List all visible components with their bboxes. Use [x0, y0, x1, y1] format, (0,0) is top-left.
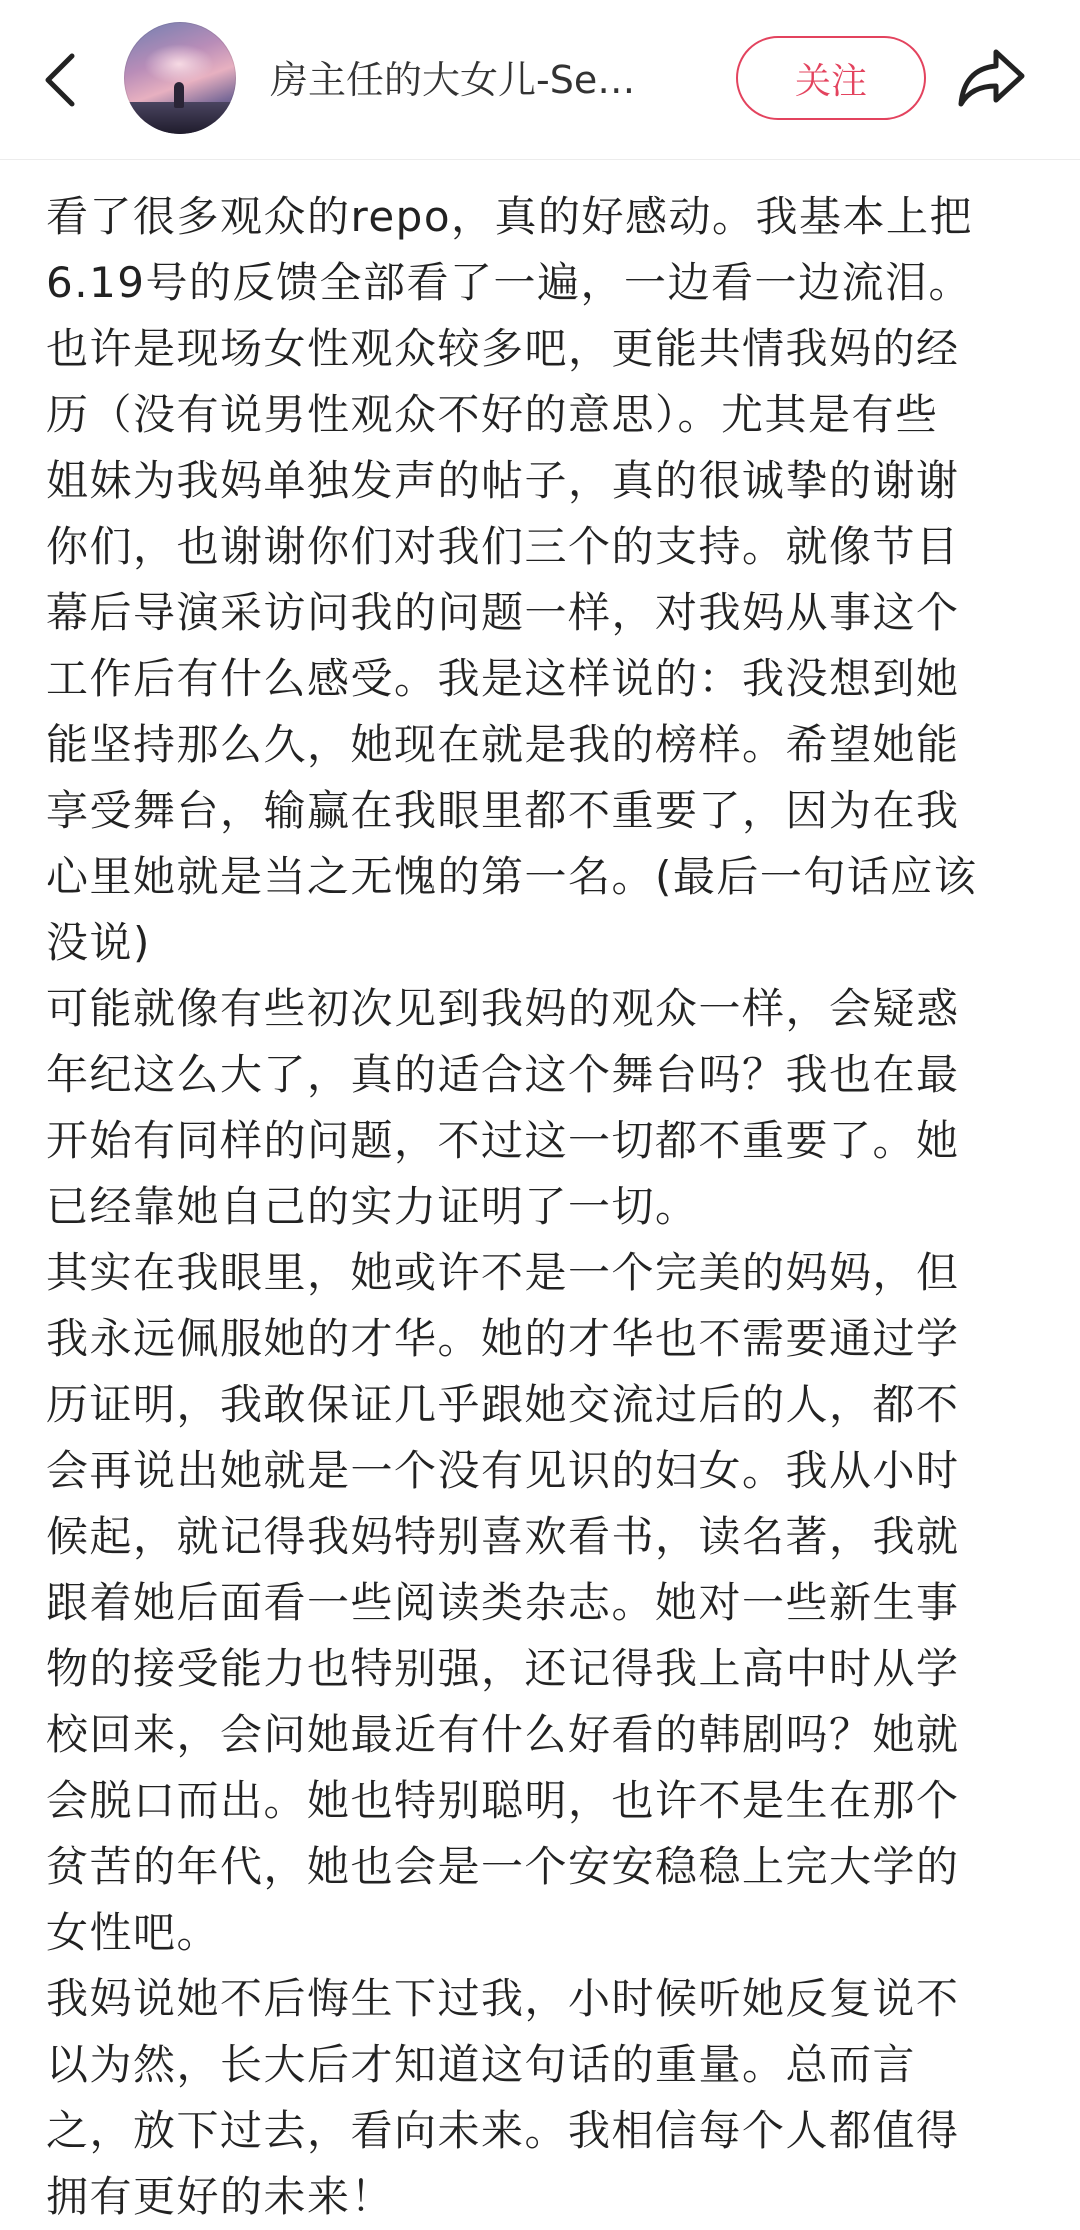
top-bar	[0, 0, 1080, 160]
author-name[interactable]: 房主任的大女儿-Se…	[270, 58, 636, 102]
follow-button[interactable]: 关注	[736, 36, 926, 120]
avatar[interactable]	[124, 22, 236, 134]
post-paragraph: 其实在我眼里，她或许不是一个完美的妈妈，但 我永远佩服她的才华。她的才华也不需要通过学 历证明，我敢保证几乎跟她交流过后的人，都不 会再说出她就是一个没有见识的妇女。我从小时 候起，就记得我妈特别喜欢看书，读名著，我就 跟着她后面看一些阅读类杂志。她对一些新生事 物的接受能力也特别强，还记得我上高中时从学 校回来，会问她最近有什么好看的韩剧吗？她就 会脱口而出。她也特别聪明，也许不是生在那个 贫苦的年代，她也会是一个安安稳稳上完大学的 女性吧。	[46, 1248, 960, 1957]
post-body	[46, 184, 1036, 2230]
avatar-glow	[144, 44, 214, 84]
back-button[interactable]	[30, 40, 90, 120]
post-paragraph: 看了很多观众的repo，真的好感动。我基本上把 6.19号的反馈全部看了一遍，一边看一边流泪。 也许是现场女性观众较多吧，更能共情我妈的经 历（没有说男性观众不好的意思）。尤其是有些 姐妹为我妈单独发声的帖子，真的很诚挚的谢谢 你们，也谢谢你们对我们三个的支持。就像节目 幕后导演采访问我的问题一样，对我妈从事这个 工作后有什么感受。我是这样说的：我没想到她 能坚持那么久，她现在就是我的榜样。希望她能 享受舞台，输赢在我眼里都不重要了，因为在我 心里她就是当之无愧的第一名。(最后一句话应该 没说)	[46, 192, 978, 967]
avatar-figure	[174, 82, 184, 108]
share-button[interactable]	[952, 38, 1032, 118]
share-arrow-icon	[956, 46, 1028, 110]
post-paragraph: 我妈说她不后悔生下过我，小时候听她反复说不 以为然，长大后才知道这句话的重量。总而言 之，放下过去，看向未来。我相信每个人都值得 拥有更好的未来！	[46, 1974, 960, 2221]
chevron-left-icon	[40, 50, 80, 110]
post-paragraph: 可能就像有些初次见到我妈的观众一样，会疑惑 年纪这么大了，真的适合这个舞台吗？我也在最 开始有同样的问题，不过这一切都不重要了。她 已经靠她自己的实力证明了一切。	[46, 984, 960, 1231]
